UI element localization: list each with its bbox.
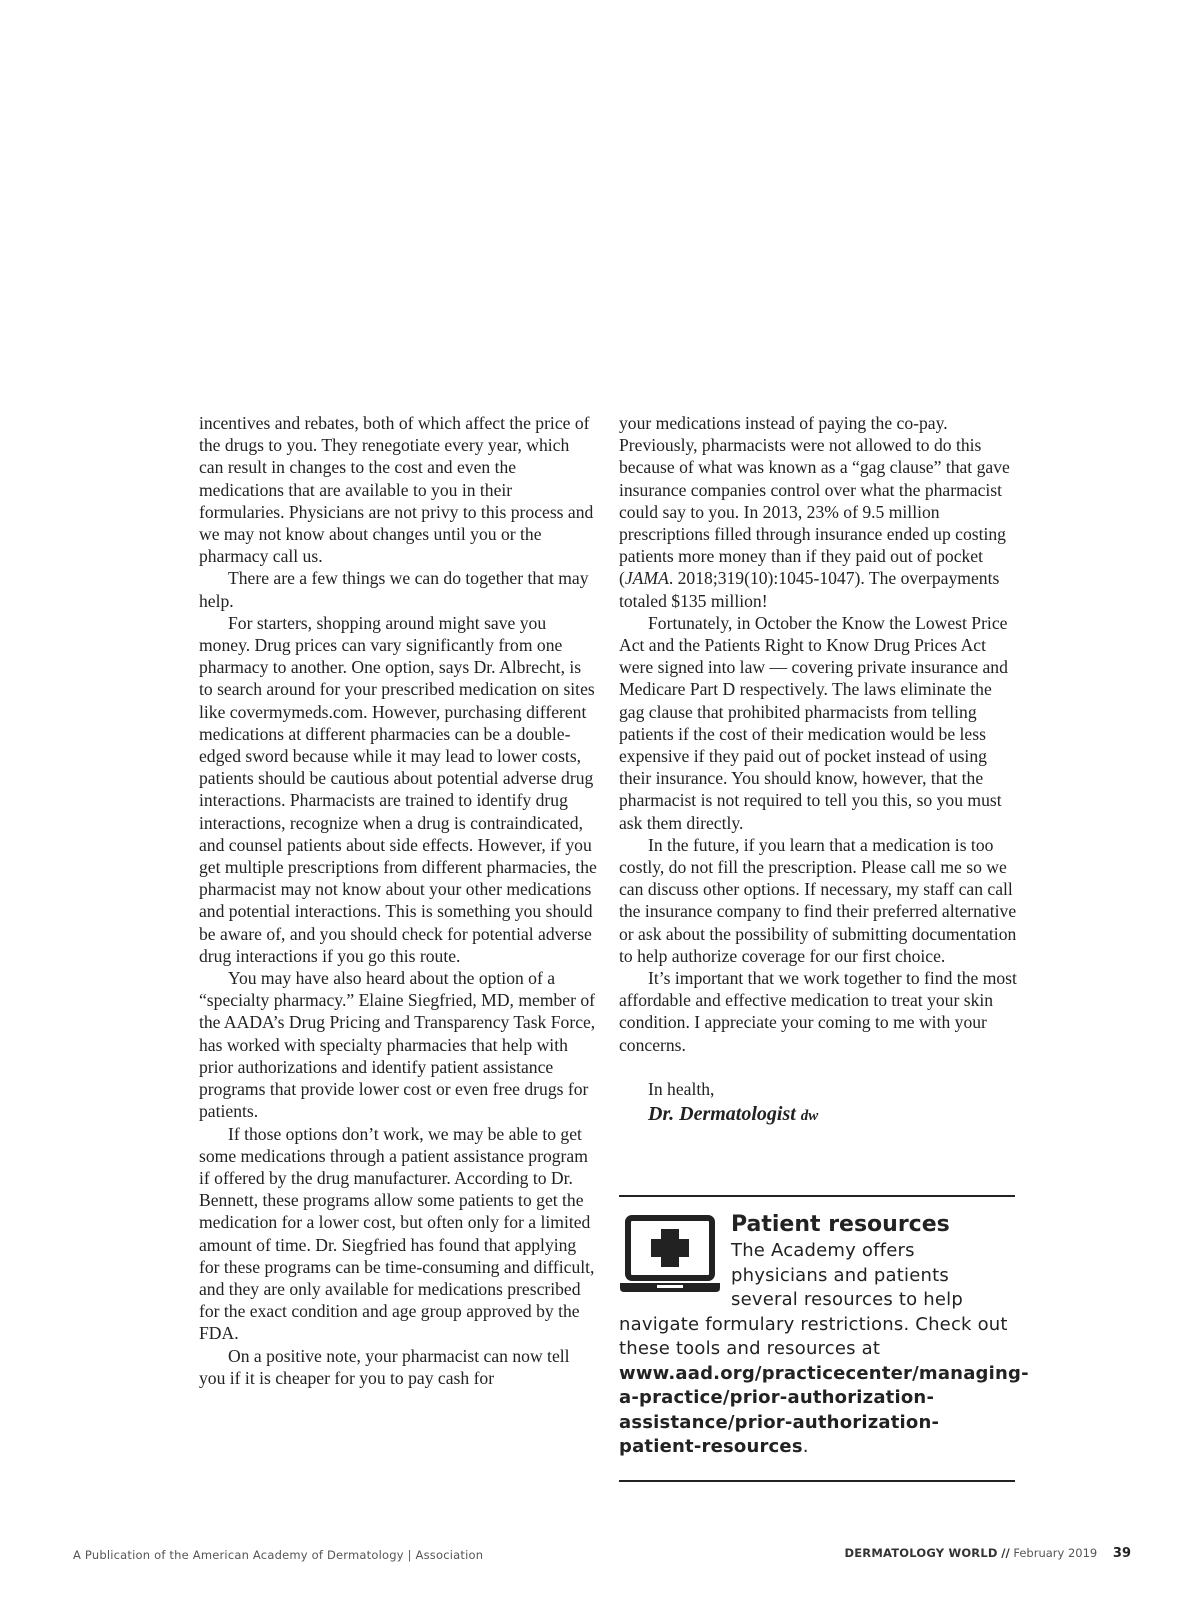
- resources-link[interactable]: www.aad.org/practicecenter/managing-a-practice/prior-authorization-assistance/prior-authorization-patient-resources: [619, 1362, 1029, 1457]
- sidebar-period: .: [802, 1436, 809, 1457]
- article-column-right: [619, 412, 1021, 1130]
- article-paragraph: It’s important that we work together to find the most affordable and effective medication to treat your skin condition. I appreciate your coming to me with your concerns.: [619, 968, 1017, 1055]
- article-paragraph: [619, 412, 1021, 612]
- article-paragraph: For starters, shopping around might save you money. Drug prices can vary significantly from one pharmacy to another. One option, says Dr. Albrecht, is to search around for your prescribed medication on sites like covermymeds.com. However, purchasing different medications at different pharmacies can be a double-edged sword because while it may lead to lower costs, patients should be cautious about potential adverse drug interactions. Pharmacists are trained to identify drug interactions, recognize when a drug is contraindicated, and counsel patients about side effects. However, if you get multiple prescriptions from different pharmacies, the pharmacist may not know about your other medications and potential interactions. This is something you should be aware of, and you should check for potential adverse drug interactions if you go this route.: [199, 612, 597, 966]
- end-mark: dw: [800, 1108, 819, 1125]
- sidebar-text: The Academy offers physicians and patients several resources to help navigate formulary restrictions. Check out these tools and resources at: [619, 1240, 1008, 1359]
- article-paragraph: incentives and rebates, both of which affect the price of the drugs to you. They renegotiate every year, which can result in changes to the cost and even the medications that are available to you in their formularies. Physicians are not privy to this process and we may not know about changes until you or the pharmacy call us.: [199, 413, 594, 567]
- article-paragraph: Fortunately, in October the Know the Lowest Price Act and the Patients Right to Know Drug Prices Act were signed into law — covering private insurance and Medicare Part D respectively. The laws eliminate the gag clause that prohibited pharmacists from telling patients if the cost of their medication would be less expensive if they paid out of pocket instead of using their insurance. You should know, however, that the pharmacist is not required to tell you this, so you must ask them directly.: [619, 612, 1008, 833]
- paragraph-text: . 2018;319(10):1045-1047). The overpayments totaled $135 million!: [619, 568, 1000, 611]
- closing-line: In health,: [648, 1078, 715, 1099]
- page-number: 39: [1112, 1546, 1131, 1561]
- footer-publisher: A Publication of the American Academy of Dermatology | Association: [73, 1548, 484, 1562]
- journal-citation: JAMA: [624, 568, 669, 589]
- footer-issue-info: [845, 1546, 1132, 1561]
- article-paragraph: You may have also heard about the option of a “specialty pharmacy.” Elaine Siegfried, MD, member of the AADA’s Drug Pricing and Transparency Task Force, has worked with specialty pharmacies that help with prior authorizations and identify patient assistance programs that provide lower cost or even free drugs for patients.: [199, 968, 596, 1122]
- letter-signoff: [619, 1078, 1021, 1130]
- sidebar-title: Patient resources: [731, 1212, 950, 1237]
- article-paragraph: On a positive note, your pharmacist can now tell you if it is cheaper for you to pay cash for: [199, 1345, 570, 1388]
- footer-separator: //: [1001, 1546, 1010, 1560]
- paragraph-text: your medications instead of paying the co-pay. Previously, pharmacists were not allowed to do this because of what was known as a “gag clause” that gave insurance companies control over what the pharmacist could say to you. In 2013, 23% of 9.5 million prescriptions filled through insurance ended up costing patients more money than if they paid out of pocket (: [619, 413, 1010, 589]
- article-paragraph: There are a few things we can do together that may help.: [199, 568, 589, 611]
- signature: [648, 1100, 1021, 1130]
- issue-date: February 2019: [1013, 1546, 1098, 1560]
- magazine-name: DERMATOLOGY WORLD: [844, 1546, 998, 1560]
- laptop-medical-cross-icon: [619, 1215, 721, 1295]
- signature-name: Dr. Dermatologist: [648, 1103, 796, 1126]
- article-column-left: [199, 412, 597, 1389]
- article-paragraph: If those options don’t work, we may be able to get some medications through a patient assistance program if offered by the drug manufacturer. According to Dr. Bennett, these programs allow some patients to get the medication for a lower cost, but often only for a limited amount of time. Dr. Siegfried has found that applying for these programs can be time-consuming and difficult, and they are only available for medications prescribed for the exact condition and age group approved by the FDA.: [199, 1123, 595, 1344]
- patient-resources-sidebar: [619, 1195, 1029, 1482]
- article-paragraph: In the future, if you learn that a medication is too costly, do not fill the prescription. Please call me so we can discuss other options. If necessary, my staff can call the insurance company to find their preferred alternative or ask about the possibility of submitting documentation to help authorize coverage for our first choice.: [619, 834, 1017, 966]
